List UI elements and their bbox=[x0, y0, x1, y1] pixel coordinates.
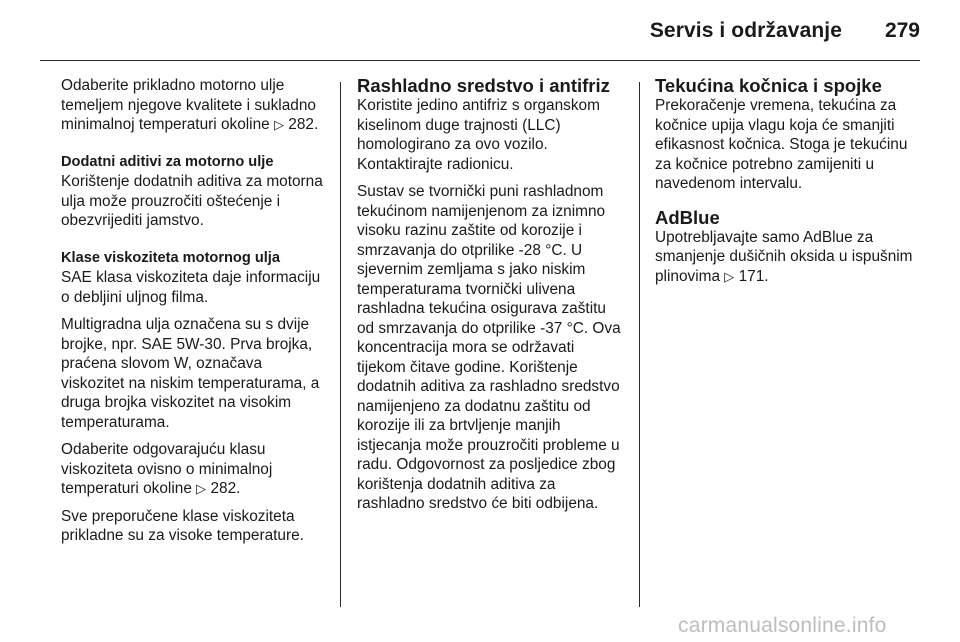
column-divider-1 bbox=[340, 82, 341, 607]
oil-intro: Odaberite prikladno motorno ulje temeljem njegove kvalitete i sukladno minimalnoj temperaturi okoline ▷ 282. bbox=[61, 77, 319, 133]
viscosity-paragraph-3: Odaberite odgovarajuću klasu viskoziteta ovisno o minimalnoj temperaturi okoline ▷ 282. bbox=[61, 441, 273, 497]
additives-section bbox=[61, 153, 327, 231]
viscosity-paragraph-2: Multigradna ulja označena su s dvije brojke, npr. SAE 5W-30. Prva brojka, praćena slovom W, označava viskozitet na niskim temperaturama, a druga brojka viskozitet na visokim temperaturama. bbox=[61, 316, 320, 431]
arrow-triangle-icon: ▷ bbox=[196, 481, 207, 496]
viscosity-paragraph-4: Sve preporučene klase viskoziteta prikladne su za visoke temperature. bbox=[61, 507, 304, 544]
section-title: Servis i održavanje bbox=[649, 19, 842, 42]
coolant-heading: Rashladno sredstvo i antifriz bbox=[357, 75, 610, 96]
watermark: carmanualsonline.info bbox=[678, 614, 887, 637]
adblue-text: Upotrebljavajte samo AdBlue za smanjenje dušičnih oksida u ispušnim plinovima ▷ 171. bbox=[655, 228, 913, 285]
viscosity-section bbox=[61, 249, 327, 546]
viscosity-heading: Klase viskoziteta motornog ulja bbox=[61, 249, 280, 266]
arrow-triangle-icon: ▷ bbox=[724, 268, 735, 284]
column-2 bbox=[357, 76, 625, 522]
column-3 bbox=[655, 76, 925, 294]
column-divider-2 bbox=[639, 82, 640, 607]
column-1 bbox=[61, 76, 327, 554]
coolant-paragraph-1: Koristite jedino antifriz s organskom kiselinom duge trajnosti (LLC) homologirano za ovo vozilo. Kontaktirajte radionicu. bbox=[357, 97, 600, 173]
brake-fluid-text: Prekoračenje vremena, tekućina za kočnice upija vlagu koja će smanjiti efikasnost kočnica. Stoga je tekućinu za kočnice potrebno zamijeniti u navedenom intervalu. bbox=[655, 97, 908, 192]
page-reference[interactable]: ▷ 282. bbox=[196, 480, 241, 497]
brake-fluid-heading: Tekućina kočnica i spojke bbox=[655, 75, 882, 96]
page-reference[interactable]: ▷ 171. bbox=[724, 267, 769, 285]
coolant-paragraph-2: Sustav se tvornički puni rashladnom tekućinom namijenjenom za iznimno visoku razinu zaštite od korozije i smrzavanja do otprilike -28 °C. U sjevernim zemljama s jako niskim temperaturama tvornički ulivena rashladna tekućina osigurava zaštitu od smrzavanja do otprilike -37 °C. Ova koncentracija mora se održavati tijekom čitave godine. Korištenje dodatnih aditiva za rashladno sredstvo namijenjeno za dodatnu zaštitu od korozije ili za brtvljenje manjih istjecanja može prouzročiti probleme u radu. Odgovornost za posljedice zbog korištenja dodatnih aditiva za rashladno sredstvo će biti odbijena. bbox=[357, 183, 621, 512]
page-header bbox=[0, 0, 960, 62]
additives-heading: Dodatni aditivi za motorno ulje bbox=[61, 153, 274, 170]
page-number: 279 bbox=[884, 19, 920, 42]
additives-text: Korištenje dodatnih aditiva za motorna ulja može prouzročiti oštećenje i obezvrijediti jamstvo. bbox=[61, 173, 323, 229]
arrow-triangle-icon: ▷ bbox=[274, 117, 285, 132]
viscosity-paragraph-1: SAE klasa viskoziteta daje informaciju o debljini uljnog filma. bbox=[61, 269, 321, 306]
adblue-heading: AdBlue bbox=[655, 206, 720, 228]
page-reference[interactable]: ▷ 282. bbox=[274, 116, 319, 133]
header-divider bbox=[40, 60, 920, 61]
